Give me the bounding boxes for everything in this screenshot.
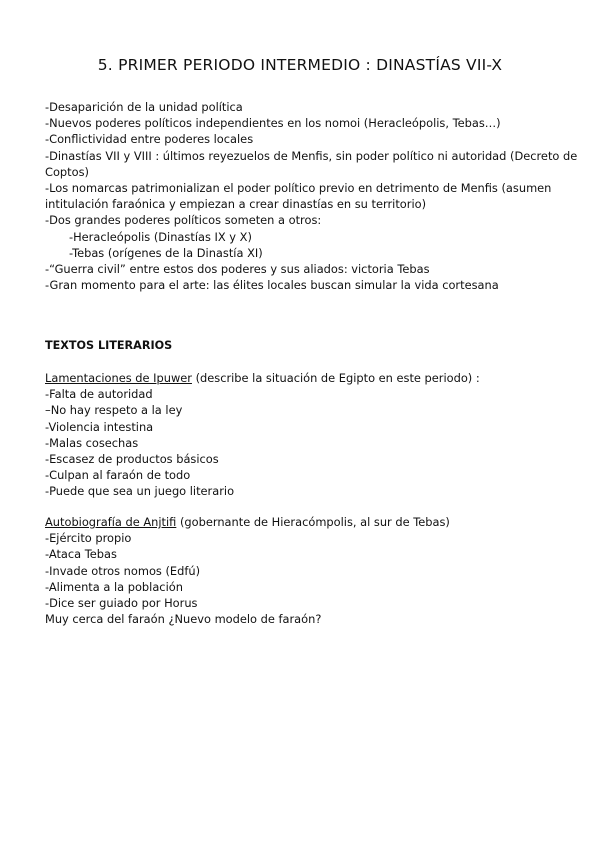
list-item: -Culpan al faraón de todo	[45, 468, 191, 483]
list-item: -Puede que sea un juego literario	[45, 484, 235, 499]
subsection-title-line	[45, 370, 565, 386]
list-item: Muy cerca del faraón ¿Nuevo modelo de faraón?	[45, 612, 322, 627]
anjtifi-section	[45, 514, 565, 627]
subsection-title-line	[45, 514, 565, 530]
list-item: Coptos)	[45, 164, 89, 179]
list-item: -Ejército propio	[45, 531, 132, 546]
anjtifi-note: (gobernante de Hieracómpolis, al sur de Tebas)	[176, 515, 450, 529]
list-item: -Heracleópolis (Dinastías IX y X)	[69, 229, 252, 244]
list-item: -Los nomarcas patrimonializan el poder político previo en detrimento de Menfis (asumen	[45, 181, 552, 196]
list-item: -Malas cosechas	[45, 435, 139, 450]
section-heading: TEXTOS LITERARIOS	[45, 339, 173, 352]
list-item: -Dice ser guiado por Horus	[45, 596, 198, 611]
list-item: -Gran momento para el arte: las élites locales buscan simular la vida cortesana	[45, 278, 499, 293]
list-item: intitulación faraónica y empiezan a crear dinastías en su territorio)	[45, 197, 427, 212]
list-item: -Ataca Tebas	[45, 547, 117, 562]
list-item: -Dos grandes poderes políticos someten a otros:	[45, 213, 322, 228]
list-item: -Escasez de productos básicos	[45, 452, 219, 467]
ipuwer-section	[45, 370, 565, 500]
ipuwer-note: (describe la situación de Egipto en este periodo) :	[191, 371, 480, 385]
list-item: -Dinastías VII y VIII : últimos reyezuelos de Menfis, sin poder político ni autoridad (Decreto de	[45, 148, 578, 163]
ipuwer-title: Lamentaciones de Ipuwer	[45, 371, 192, 385]
list-item: -Violencia intestina	[45, 419, 154, 434]
anjtifi-title: Autobiografía de Anjtifi	[45, 515, 177, 529]
list-item: -“Guerra civil” entre estos dos poderes y sus aliados: victoria Tebas	[45, 262, 430, 277]
page-title: 5. PRIMER PERIODO INTERMEDIO : DINASTÍAS VII-X	[97, 56, 503, 74]
literary-section	[45, 338, 565, 354]
list-item: -Alimenta a la población	[45, 579, 183, 594]
list-item: -Conflictividad entre poderes locales	[45, 132, 254, 147]
list-item: -Tebas (orígenes de la Dinastía XI)	[69, 245, 263, 260]
intro-list	[45, 99, 578, 293]
list-item: –No hay respeto a la ley	[45, 403, 183, 418]
list-item: -Falta de autoridad	[45, 387, 153, 402]
list-item: -Desaparición de la unidad política	[45, 100, 243, 114]
list-item: -Invade otros nomos (Edfú)	[45, 563, 201, 578]
list-item: -Nuevos poderes políticos independientes en los nomoi (Heracleópolis, Tebas…)	[45, 116, 501, 131]
